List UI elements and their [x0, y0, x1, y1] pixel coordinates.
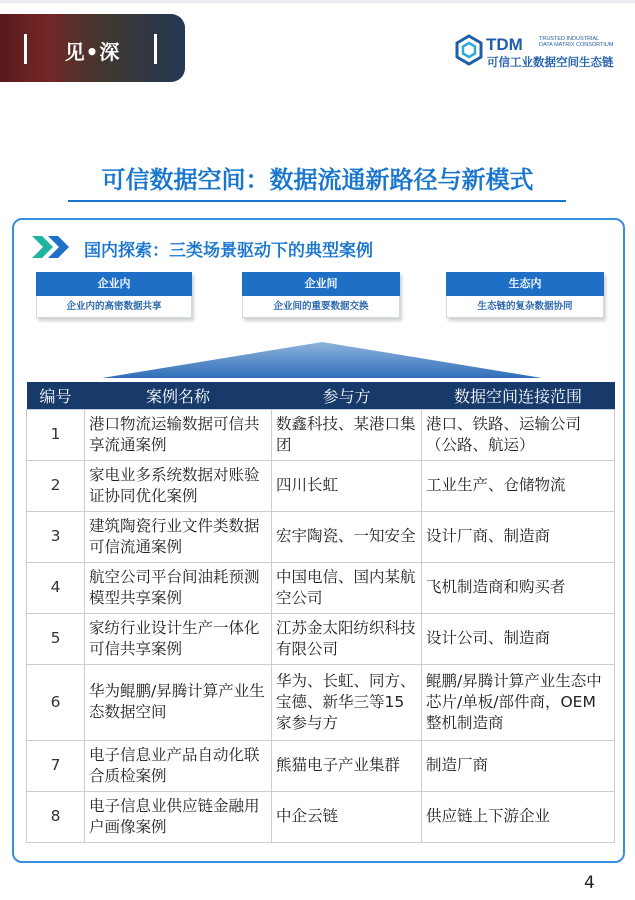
banner-label: 见•深: [64, 40, 121, 64]
tdm-logo-icon: [454, 34, 484, 66]
scenario-desc: 生态链的复杂数据协同: [446, 296, 604, 318]
table-row: [27, 613, 615, 664]
scenario-pointer-triangle: [102, 342, 542, 378]
cell-no: 2: [27, 460, 85, 511]
title-underline: [68, 200, 566, 202]
scenario-head: 企业内: [36, 272, 192, 296]
tdm-logo: [454, 34, 629, 70]
col-header-parties: 参与方: [272, 382, 422, 409]
cell-name: 家纺行业设计生产一体化可信共享案例: [85, 613, 272, 664]
cell-name: 华为鲲鹏/昇腾计算产业生态数据空间: [85, 664, 272, 740]
cell-no: 6: [27, 664, 85, 740]
cell-parties: 宏宇陶瓷、一知安全: [272, 511, 422, 562]
top-divider: [0, 0, 635, 3]
banner-bar-right: [154, 34, 157, 64]
col-header-scope: 数据空间连接范围: [422, 382, 615, 409]
logo-en-line1: TRUSTED INDUSTRIAL: [539, 36, 600, 42]
scenario-ecosystem: [446, 272, 604, 318]
cell-no: 3: [27, 511, 85, 562]
cell-no: 5: [27, 613, 85, 664]
scenario-desc: 企业内的高密数据共享: [36, 296, 192, 318]
cell-parties: 中国电信、国内某航空公司: [272, 562, 422, 613]
double-chevron-icon: [32, 236, 76, 258]
scenario-inter-enterprise: [242, 272, 400, 318]
cell-name: 电子信息业产品自动化联合质检案例: [85, 740, 272, 791]
page-number: 4: [584, 873, 595, 893]
logo-en-line2: DATA MATRIX CONSORTIUM: [539, 42, 614, 48]
table-row: [27, 460, 615, 511]
table-row: [27, 562, 615, 613]
table-row: [27, 511, 615, 562]
cell-no: 7: [27, 740, 85, 791]
cell-scope: 港口、铁路、运输公司（公路、航运）: [422, 409, 615, 460]
col-header-no: 编号: [27, 382, 85, 409]
scenario-enterprise-internal: [36, 272, 192, 318]
logo-en: [539, 36, 629, 48]
cell-parties: 江苏金太阳纺织科技有限公司: [272, 613, 422, 664]
cell-no: 4: [27, 562, 85, 613]
cell-scope: 设计厂商、制造商: [422, 511, 615, 562]
cell-parties: 四川长虹: [272, 460, 422, 511]
table-row: [27, 664, 615, 740]
table-row: [27, 740, 615, 791]
table-row: [27, 791, 615, 842]
cell-parties: 数鑫科技、某港口集团: [272, 409, 422, 460]
case-table: [26, 382, 615, 843]
cell-scope: 供应链上下游企业: [422, 791, 615, 842]
cell-scope: 飞机制造商和购买者: [422, 562, 615, 613]
cell-name: 电子信息业供应链金融用户画像案例: [85, 791, 272, 842]
cell-name: 航空公司平台间油耗预测模型共享案例: [85, 562, 272, 613]
cell-parties: 华为、长虹、同方、宝德、新华三等15家参与方: [272, 664, 422, 740]
cell-parties: 熊猫电子产业集群: [272, 740, 422, 791]
table-row: [27, 409, 615, 460]
section-banner: [0, 14, 185, 82]
logo-abbr: TDM: [486, 35, 523, 54]
cell-name: 家电业多系统数据对账验证协同优化案例: [85, 460, 272, 511]
scenario-head: 企业间: [242, 272, 400, 296]
logo-cn: 可信工业数据空间生态链: [487, 55, 614, 69]
scenario-desc: 企业间的重要数据交换: [242, 296, 400, 318]
cell-parties: 中企云链: [272, 791, 422, 842]
cell-name: 港口物流运输数据可信共享流通案例: [85, 409, 272, 460]
cell-scope: 设计公司、制造商: [422, 613, 615, 664]
col-header-name: 案例名称: [85, 382, 272, 409]
cell-no: 8: [27, 791, 85, 842]
table-header-row: [27, 382, 615, 409]
cell-scope: 制造厂商: [422, 740, 615, 791]
cell-no: 1: [27, 409, 85, 460]
cell-scope: 工业生产、仓储物流: [422, 460, 615, 511]
case-card: [12, 218, 625, 863]
page-title: 可信数据空间：数据流通新路径与新模式: [101, 166, 534, 194]
cell-name: 建筑陶瓷行业文件类数据可信流通案例: [85, 511, 272, 562]
scenario-head: 生态内: [446, 272, 604, 296]
cell-scope: 鲲鹏/昇腾计算产业生态中芯片/单板/部件商，OEM整机制造商: [422, 664, 615, 740]
section-title: 国内探索：三类场景驱动下的典型案例: [84, 241, 373, 261]
